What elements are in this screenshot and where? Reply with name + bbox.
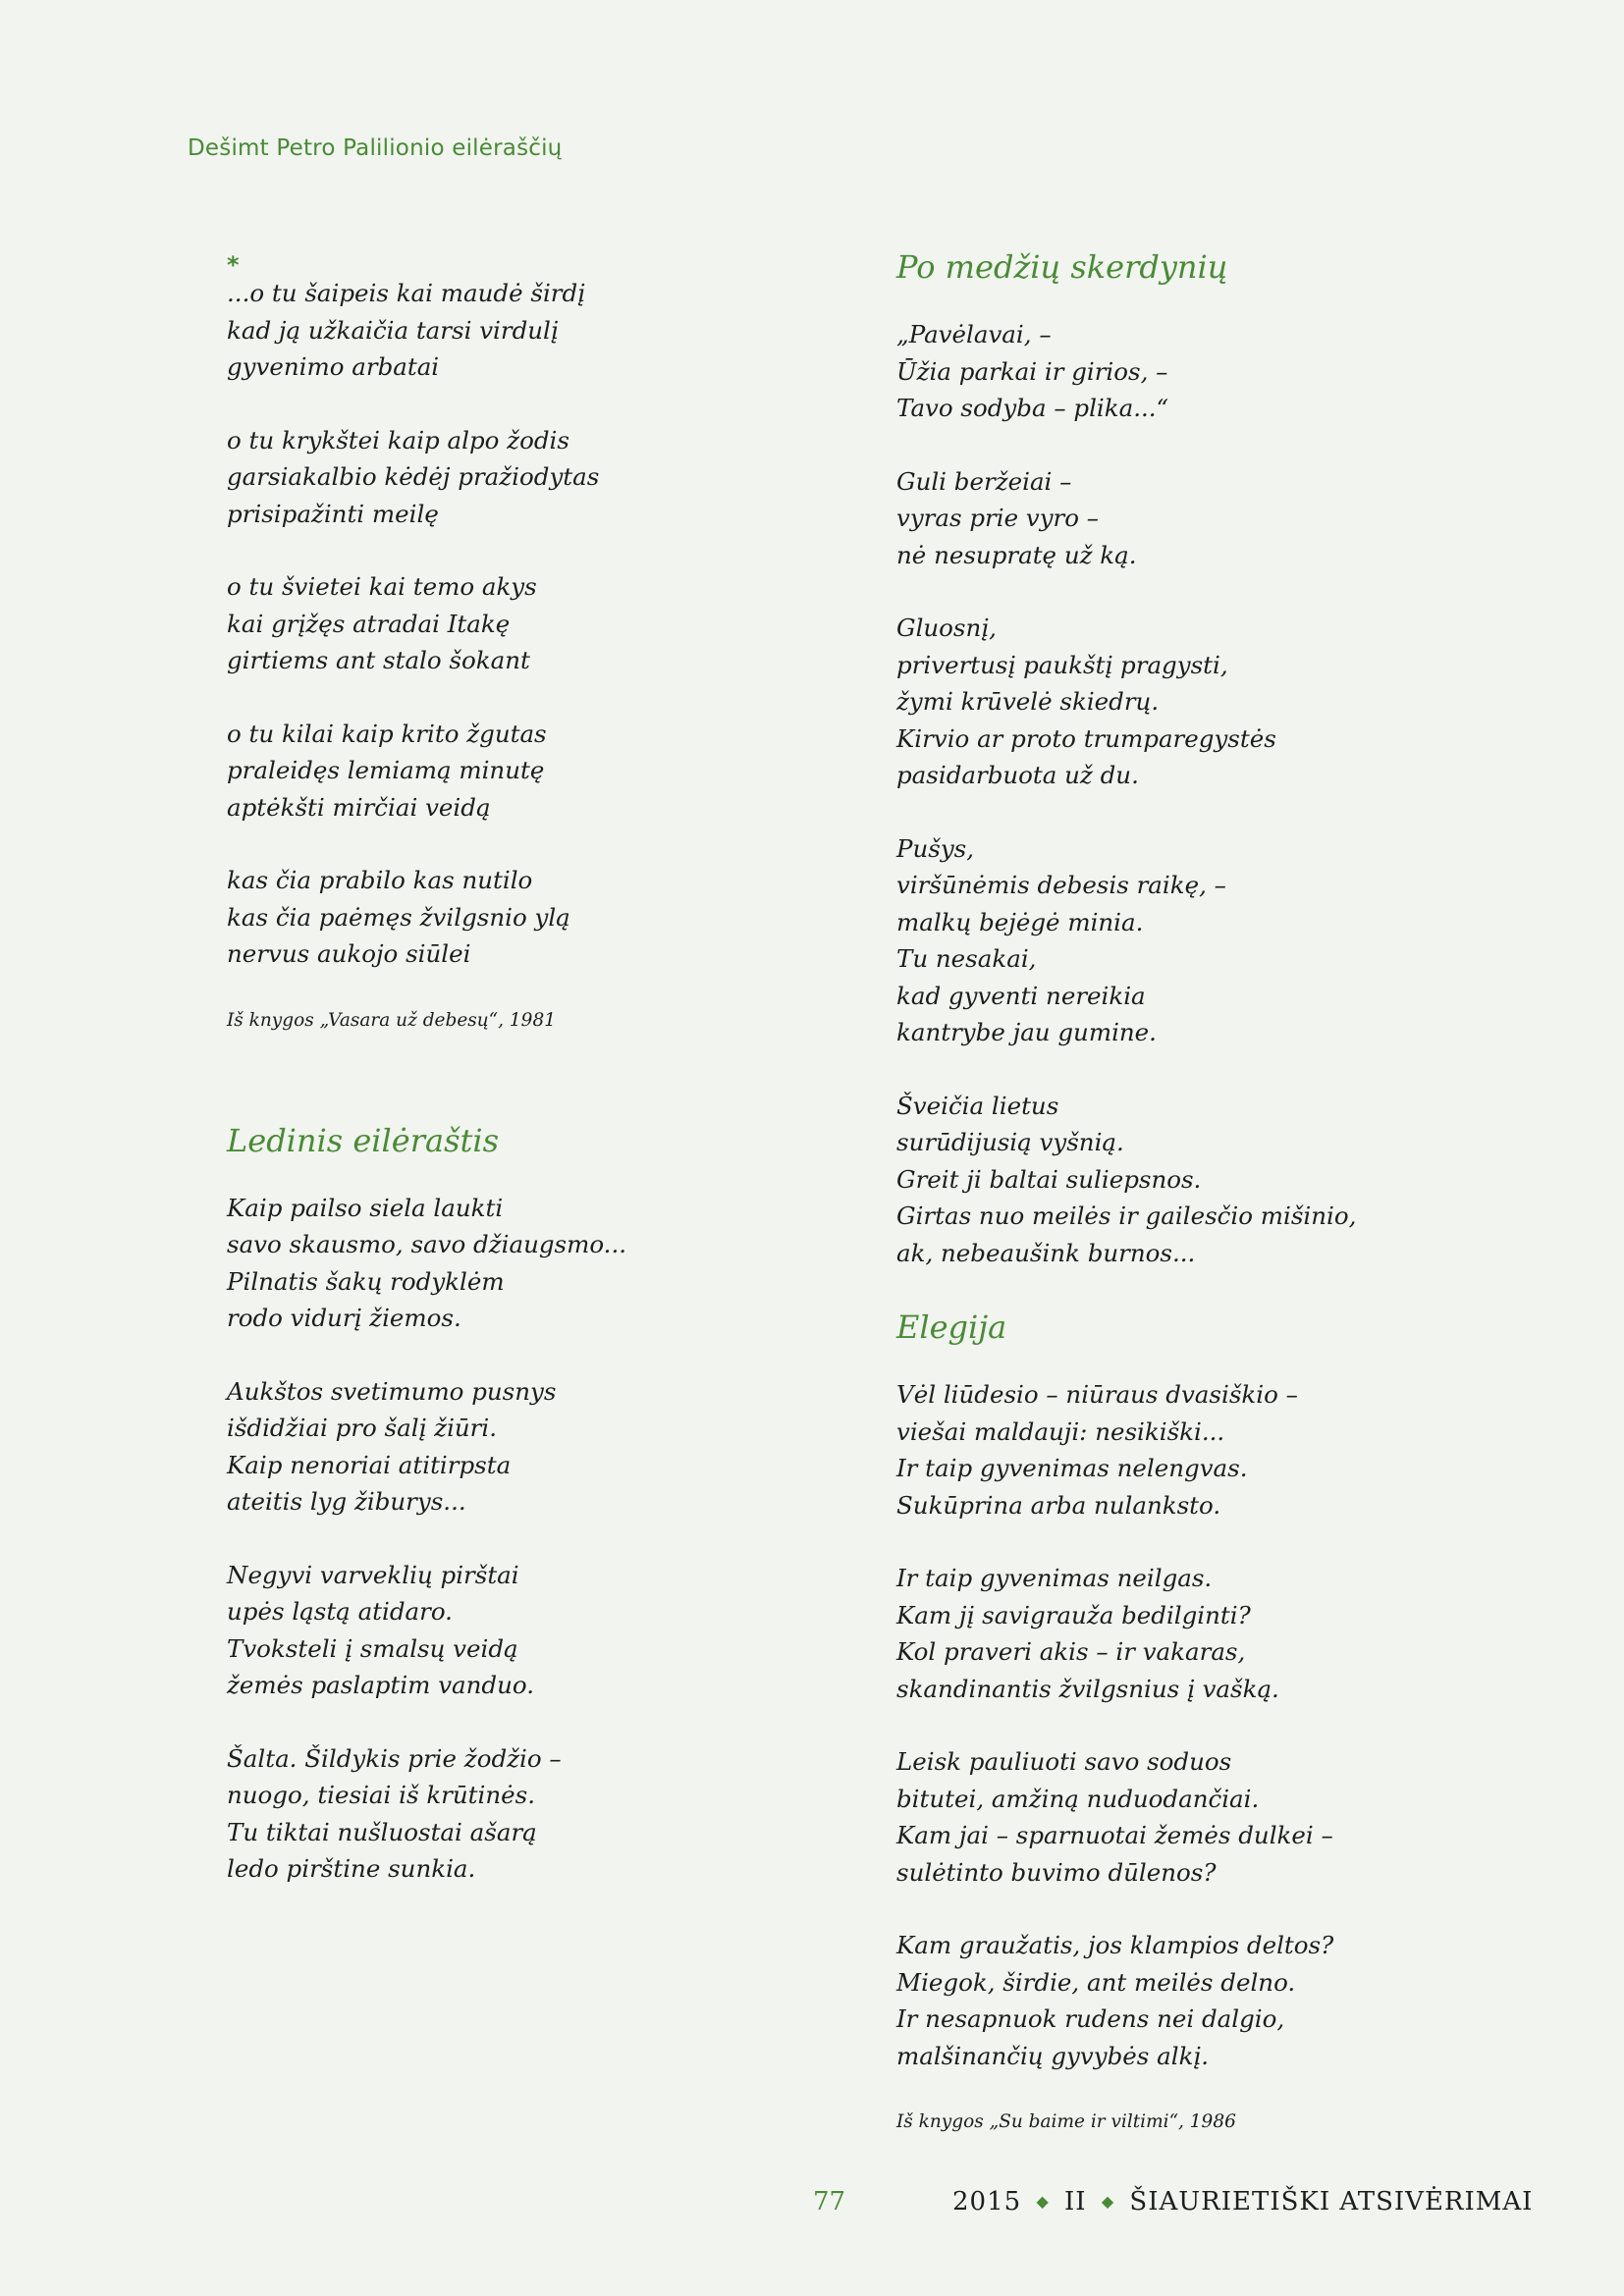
stanza — [227, 1373, 836, 1521]
poem-line: Kam graužatis, jos klampios deltos? — [896, 1931, 1334, 1959]
poem-line: Tvoksteli į smalsų veidą — [227, 1633, 518, 1663]
stanza — [896, 1927, 1544, 2074]
poem-po-medziu — [896, 247, 1544, 1271]
stanza — [227, 1740, 836, 1888]
poem-line: Leisk pauliuoti savo soduos — [896, 1747, 1232, 1776]
poem-line: Greit ji baltai suliepsnos. — [896, 1164, 1202, 1194]
poem-title: Elegija — [896, 1308, 1007, 1346]
poem-line: Negyvi varveklių pirštai — [227, 1560, 519, 1589]
poem-line: žymi krūvelė skiedrų. — [896, 687, 1160, 716]
poem-line: Kaip nenoriai atitirpsta — [227, 1450, 512, 1479]
poem-line: prisipažinti meilę — [227, 499, 439, 528]
poem-line: aptėkšti mirčiai veidą — [227, 792, 491, 822]
journal-footer — [952, 2187, 1533, 2216]
poem-line: gyvenimo arbatai — [227, 352, 440, 381]
poem-line: praleidęs lemiamą minutę — [227, 756, 545, 784]
stanza — [227, 716, 836, 827]
stanza — [227, 568, 836, 679]
poem-line: surūdijusią vyšnią. — [896, 1128, 1124, 1156]
poem-line: malkų bejėgė minia. — [896, 907, 1144, 936]
poem-line: ateitis lyg žiburys... — [227, 1487, 466, 1516]
book-source-note: Iš knygos „Su baime ir viltimi“, 1986 — [896, 2111, 1236, 2132]
poem-line: privertusį paukštį pragysti, — [896, 650, 1228, 679]
running-head: Dešimt Petro Palilionio eilėraščių — [188, 135, 563, 161]
poem-line: nė nesupratę už ką. — [896, 540, 1137, 569]
poem-line: vyras prie vyro – — [896, 504, 1100, 532]
stanza — [896, 316, 1544, 427]
poem-line: Pušys, — [896, 833, 975, 863]
poem-line: Ūžia parkai ir girios, – — [896, 356, 1168, 386]
poem-line: garsiakalbio kėdėj pražiodytas — [227, 462, 600, 491]
poem-line: Tavo sodyba – plika...“ — [896, 394, 1169, 422]
poem-line: Guli beržeiai – — [896, 466, 1072, 496]
stanza — [227, 275, 836, 386]
poem-line: ledo pirštine sunkia. — [227, 1854, 476, 1883]
poem-line: o tu krykštei kaip alpo žodis — [227, 425, 569, 454]
poem-line: sulėtinto buvimo dūlenos? — [896, 1857, 1217, 1887]
poem-line: kad ją užkaičia tarsi virdulį — [227, 315, 559, 345]
poem-line: nervus aukojo siūlei — [227, 939, 471, 968]
poem-line: kas čia prabilo kas nutilo — [227, 866, 533, 894]
poem-line: Kirvio ar proto trumparegystės — [896, 723, 1276, 753]
stanza — [896, 610, 1544, 794]
poem-line: Miegok, širdie, ant meilės delno. — [896, 1967, 1296, 1997]
poem-line: Pilnatis šakų rodyklėm — [227, 1266, 505, 1296]
poem-line: „Pavėlavai, – — [896, 320, 1052, 348]
poem-line: Ir nesapnuok rudens nei dalgio, — [896, 2004, 1285, 2033]
poem-title: Po medžių skerdynių — [896, 248, 1228, 286]
stanza — [896, 1376, 1544, 1523]
poem-line: ...o tu šaipeis kai maudė širdį — [227, 279, 586, 307]
poem-line: kantrybe jau gumine. — [896, 1018, 1157, 1046]
poem-line: kad gyventi nereikia — [896, 981, 1146, 1010]
stanza — [896, 1743, 1544, 1891]
stanza — [227, 1557, 836, 1704]
poem-line: o tu švietei kai temo akys — [227, 572, 537, 601]
poem-line: kas čia paėmęs žvilgsnio ylą — [227, 902, 570, 932]
poem-line: Kam jai – sparnuotai žemės dulkei – — [896, 1821, 1333, 1849]
poem-line: Ir taip gyvenimas nelengvas. — [896, 1454, 1248, 1482]
poem-line: Šalta. Šildykis prie žodžio – — [227, 1743, 562, 1773]
stanza — [227, 862, 836, 973]
poem-line: Tu tiktai nušluostai ašarą — [227, 1817, 537, 1846]
poem-line: Kam jį savigrauža bedilginti? — [896, 1600, 1251, 1629]
page-number: 77 — [813, 2187, 846, 2216]
poem-line: viešai maldauji: nesikiški... — [896, 1416, 1225, 1446]
poem-line: skandinantis žvilgsnius į vašką. — [896, 1674, 1279, 1703]
poem-line: Tu nesakai, — [896, 944, 1037, 973]
poem-line: Vėl liūdesio – niūraus dvasiškio – — [896, 1380, 1298, 1409]
poem-line: upės ląstą atidaro. — [227, 1597, 453, 1626]
poem-line: bitutei, amžiną nuduodančiai. — [896, 1784, 1260, 1813]
diamond-icon: ◆ — [1036, 2192, 1050, 2211]
diamond-icon: ◆ — [1101, 2192, 1115, 2211]
stanza — [896, 1088, 1544, 1272]
poem-line: pasidarbuota už du. — [896, 761, 1139, 789]
poem-asterisk-marker: * — [227, 251, 240, 279]
poem-line: nuogo, tiesiai iš krūtinės. — [227, 1781, 535, 1809]
poem-title: Ledinis eilėraštis — [227, 1121, 499, 1159]
poem-line: rodo vidurį žiemos. — [227, 1304, 461, 1332]
stanza — [896, 1560, 1544, 1707]
book-source-note: Iš knygos „Vasara už debesų“, 1981 — [227, 1009, 556, 1031]
stanza — [227, 422, 836, 533]
stanza — [896, 830, 1544, 1051]
poem-line: malšinančių gyvybės alkį. — [896, 2041, 1210, 2070]
left-column — [227, 247, 836, 1924]
footer-issue: II — [1064, 2187, 1087, 2216]
poem-line: Ir taip gyvenimas neilgas. — [896, 1564, 1213, 1592]
poem-line: savo skausmo, savo džiaugsmo... — [227, 1230, 627, 1258]
right-column — [896, 247, 1544, 2222]
poem-line: Šveičia lietus — [896, 1091, 1059, 1120]
poem-line: ak, nebeaušink burnos... — [896, 1238, 1196, 1267]
footer-year: 2015 — [952, 2187, 1022, 2216]
poem-line: žemės paslaptim vanduo. — [227, 1671, 534, 1699]
poem-line: viršūnėmis debesis raikę, – — [896, 871, 1226, 899]
stanza — [896, 463, 1544, 574]
poem-line: Kol praveri akis – ir vakaras, — [896, 1637, 1246, 1666]
poem-untitled — [227, 275, 836, 1033]
poem-line: girtiems ant stalo šokant — [227, 646, 530, 674]
poem-line: Kaip pailso siela laukti — [227, 1193, 504, 1222]
poem-ledinis — [227, 1121, 836, 1888]
poem-line: kai grįžęs atradai Itakę — [227, 609, 511, 638]
footer-journal-title: ŠIAURIETIŠKI ATSIVĖRIMAI — [1129, 2187, 1534, 2216]
poem-line: Sukūprina arba nulanksto. — [896, 1490, 1221, 1520]
poem-line: išdidžiai pro šalį žiūri. — [227, 1414, 498, 1442]
poem-line: Girtas nuo meilės ir gailesčio mišinio, — [896, 1201, 1357, 1230]
poem-line: o tu kilai kaip krito žgutas — [227, 719, 547, 748]
poem-line: Gluosnį, — [896, 614, 997, 642]
poem-elegija — [896, 1308, 1544, 2134]
stanza — [227, 1190, 836, 1337]
poem-line: Aukštos svetimumo pusnys — [227, 1376, 557, 1406]
